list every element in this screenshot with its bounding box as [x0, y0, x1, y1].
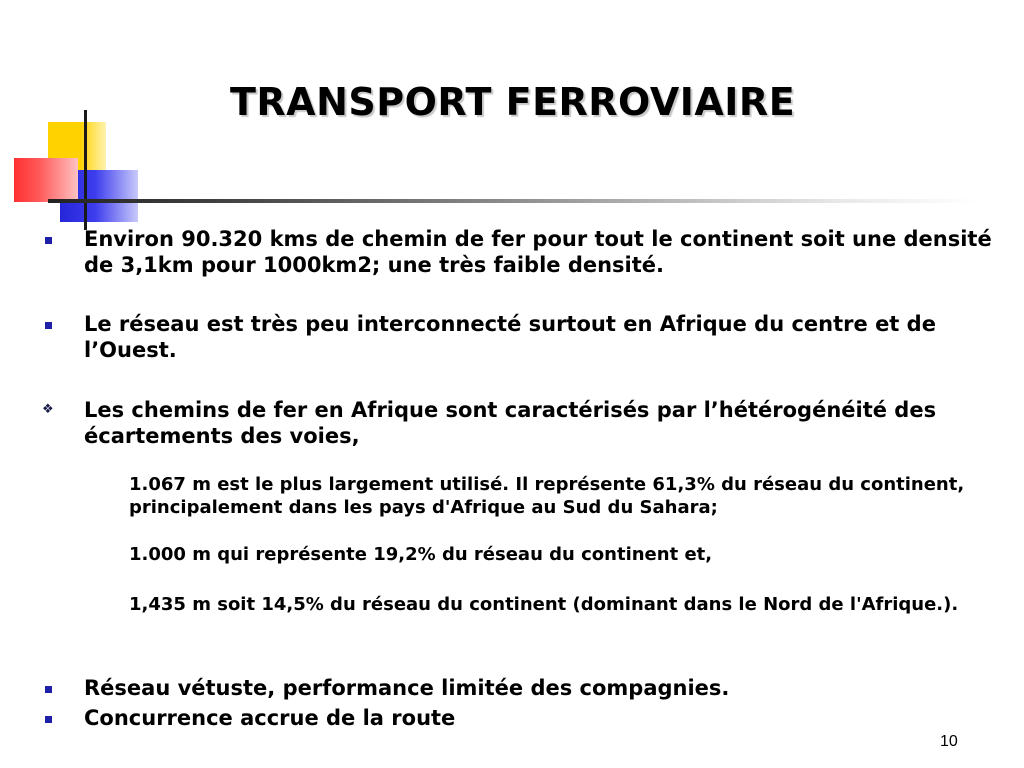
diamond-bullet-icon: ❖ [42, 402, 54, 417]
bullet-item: Environ 90.320 kms de chemin de fer pour tout le continent soit une densité de 3,1km pour 1000km2; une très faible densité. [84, 227, 992, 277]
square-bullet-icon [45, 237, 52, 244]
title-divider-line [48, 199, 978, 203]
sub-item: 1,435 m soit 14,5% du réseau du continent (dominant dans le Nord de l'Afrique.). [129, 594, 959, 615]
bullet-item: Concurrence accrue de la route [84, 706, 456, 730]
bullet-item: Le réseau est très peu interconnecté surtout en Afrique du centre et de l’Ouest. [84, 312, 936, 362]
decorative-red-square [14, 158, 78, 202]
square-bullet-icon [45, 716, 52, 723]
square-bullet-icon [45, 322, 52, 329]
sub-item: 1.000 m qui représente 19,2% du réseau du continent et, [129, 544, 713, 565]
bullet-item: Réseau vétuste, performance limitée des compagnies. [84, 676, 730, 700]
slide-title: TRANSPORT FERROVIAIRE [230, 80, 796, 124]
sub-item: 1.067 m est le plus largement utilisé. Il représente 61,3% du réseau du continent, principalement dans les pays d'Afrique au Sud du Sahara; [129, 474, 965, 518]
square-bullet-icon [45, 686, 52, 693]
bullet-item: Les chemins de fer en Afrique sont caractérisés par l’hétérogénéité des écartements des voies, [84, 398, 937, 448]
decorative-vertical-line [84, 110, 87, 230]
page-number: 10 [940, 733, 958, 750]
